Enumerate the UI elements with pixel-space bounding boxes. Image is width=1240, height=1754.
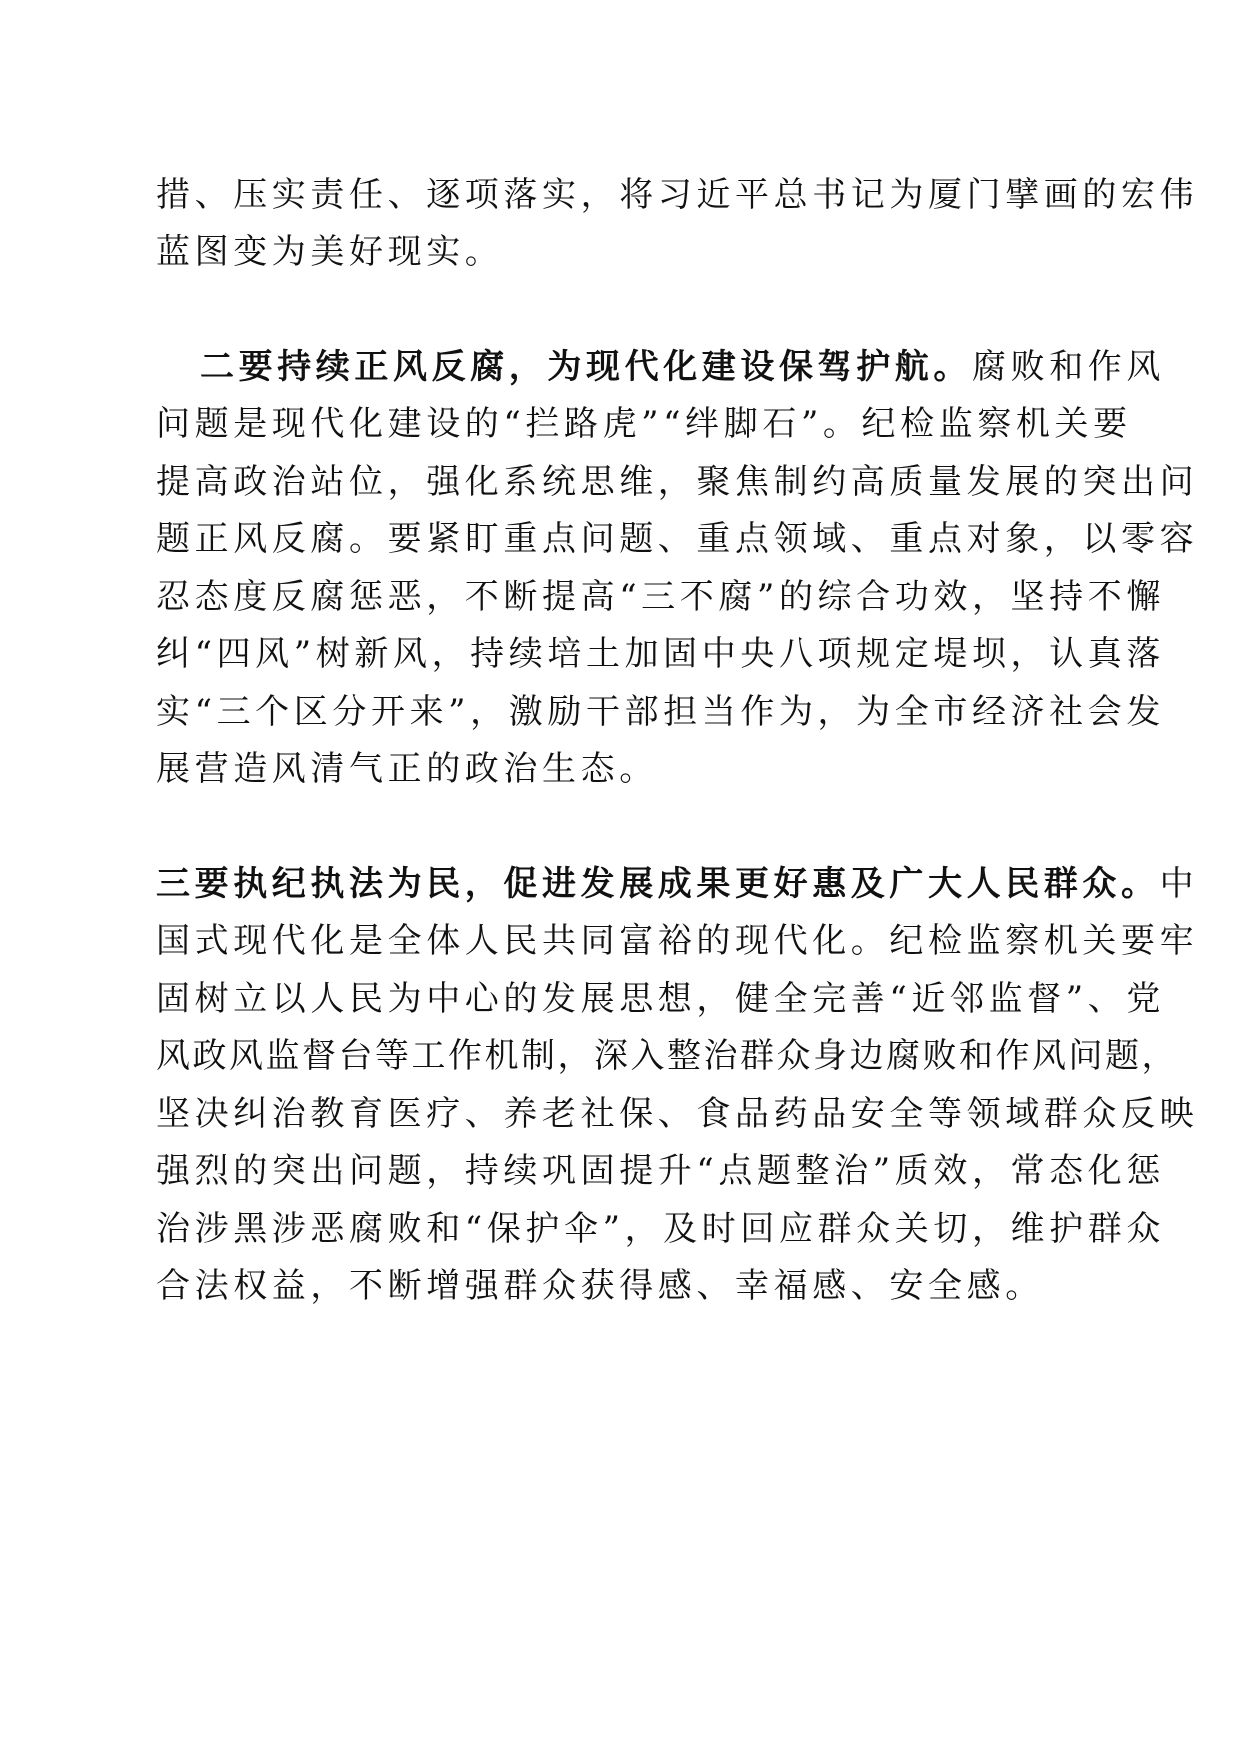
paragraph-2-heading: 二要持续正风反腐，为现代化建设保驾护航。 xyxy=(200,347,972,387)
paragraph-1-line-2: 蓝图变为美好现实。 xyxy=(156,232,504,272)
paragraph-2-line-6: 纠“四风”树新风，持续培土加固中央八项规定堤坝，认真落 xyxy=(156,634,1165,674)
paragraph-3-heading: 三要执纪执法为民，促进发展成果更好惠及广大人民群众。 xyxy=(156,864,1160,904)
paragraph-2-line-3: 提高政治站位，强化系统思维，聚焦制约高质量发展的突出问 xyxy=(156,462,1199,502)
paragraph-2-line-2: 问题是现代化建设的“拦路虎”“绊脚石”。纪检监察机关要 xyxy=(156,404,1132,444)
paragraph-3-line-4: 风政风监督台等工作机制，深入整治群众身边腐败和作风问题， xyxy=(156,1036,1178,1076)
paragraph-3-line-7: 治涉黑涉恶腐败和“保护伞”，及时回应群众关切，维护群众 xyxy=(156,1209,1165,1249)
paragraph-2-line-7: 实“三个区分开来”，激励干部担当作为，为全市经济社会发 xyxy=(156,692,1165,732)
paragraph-2-line-8: 展营造风清气正的政治生态。 xyxy=(156,749,658,789)
paragraph-3-line-6: 强烈的突出问题，持续巩固提升“点题整治”质效，常态化惩 xyxy=(156,1151,1165,1191)
paragraph-3-line-8: 合法权益，不断增强群众获得感、幸福感、安全感。 xyxy=(156,1266,1044,1306)
paragraph-2-line-1 xyxy=(200,345,1165,389)
paragraph-3-line-3: 固树立以人民为中心的发展思想，健全完善“近邻监督”、党 xyxy=(156,979,1165,1019)
paragraph-2-line-1-text: 腐败和作风 xyxy=(972,347,1165,387)
paragraph-2-line-5: 忍态度反腐惩恶，不断提高“三不腐”的综合功效，坚持不懈 xyxy=(156,577,1165,617)
paragraph-3-line-2: 国式现代化是全体人民共同富裕的现代化。纪检监察机关要牢 xyxy=(156,921,1199,961)
paragraph-3-line-1 xyxy=(156,862,1199,906)
paragraph-3-line-1-text: 中 xyxy=(1159,864,1199,904)
paragraph-3-line-5: 坚决纠治教育医疗、养老社保、食品药品安全等领域群众反映 xyxy=(156,1094,1199,1134)
paragraph-2-line-4: 题正风反腐。要紧盯重点问题、重点领域、重点对象，以零容 xyxy=(156,519,1199,559)
paragraph-1-line-1: 措、压实责任、逐项落实，将习近平总书记为厦门擘画的宏伟 xyxy=(156,175,1199,215)
